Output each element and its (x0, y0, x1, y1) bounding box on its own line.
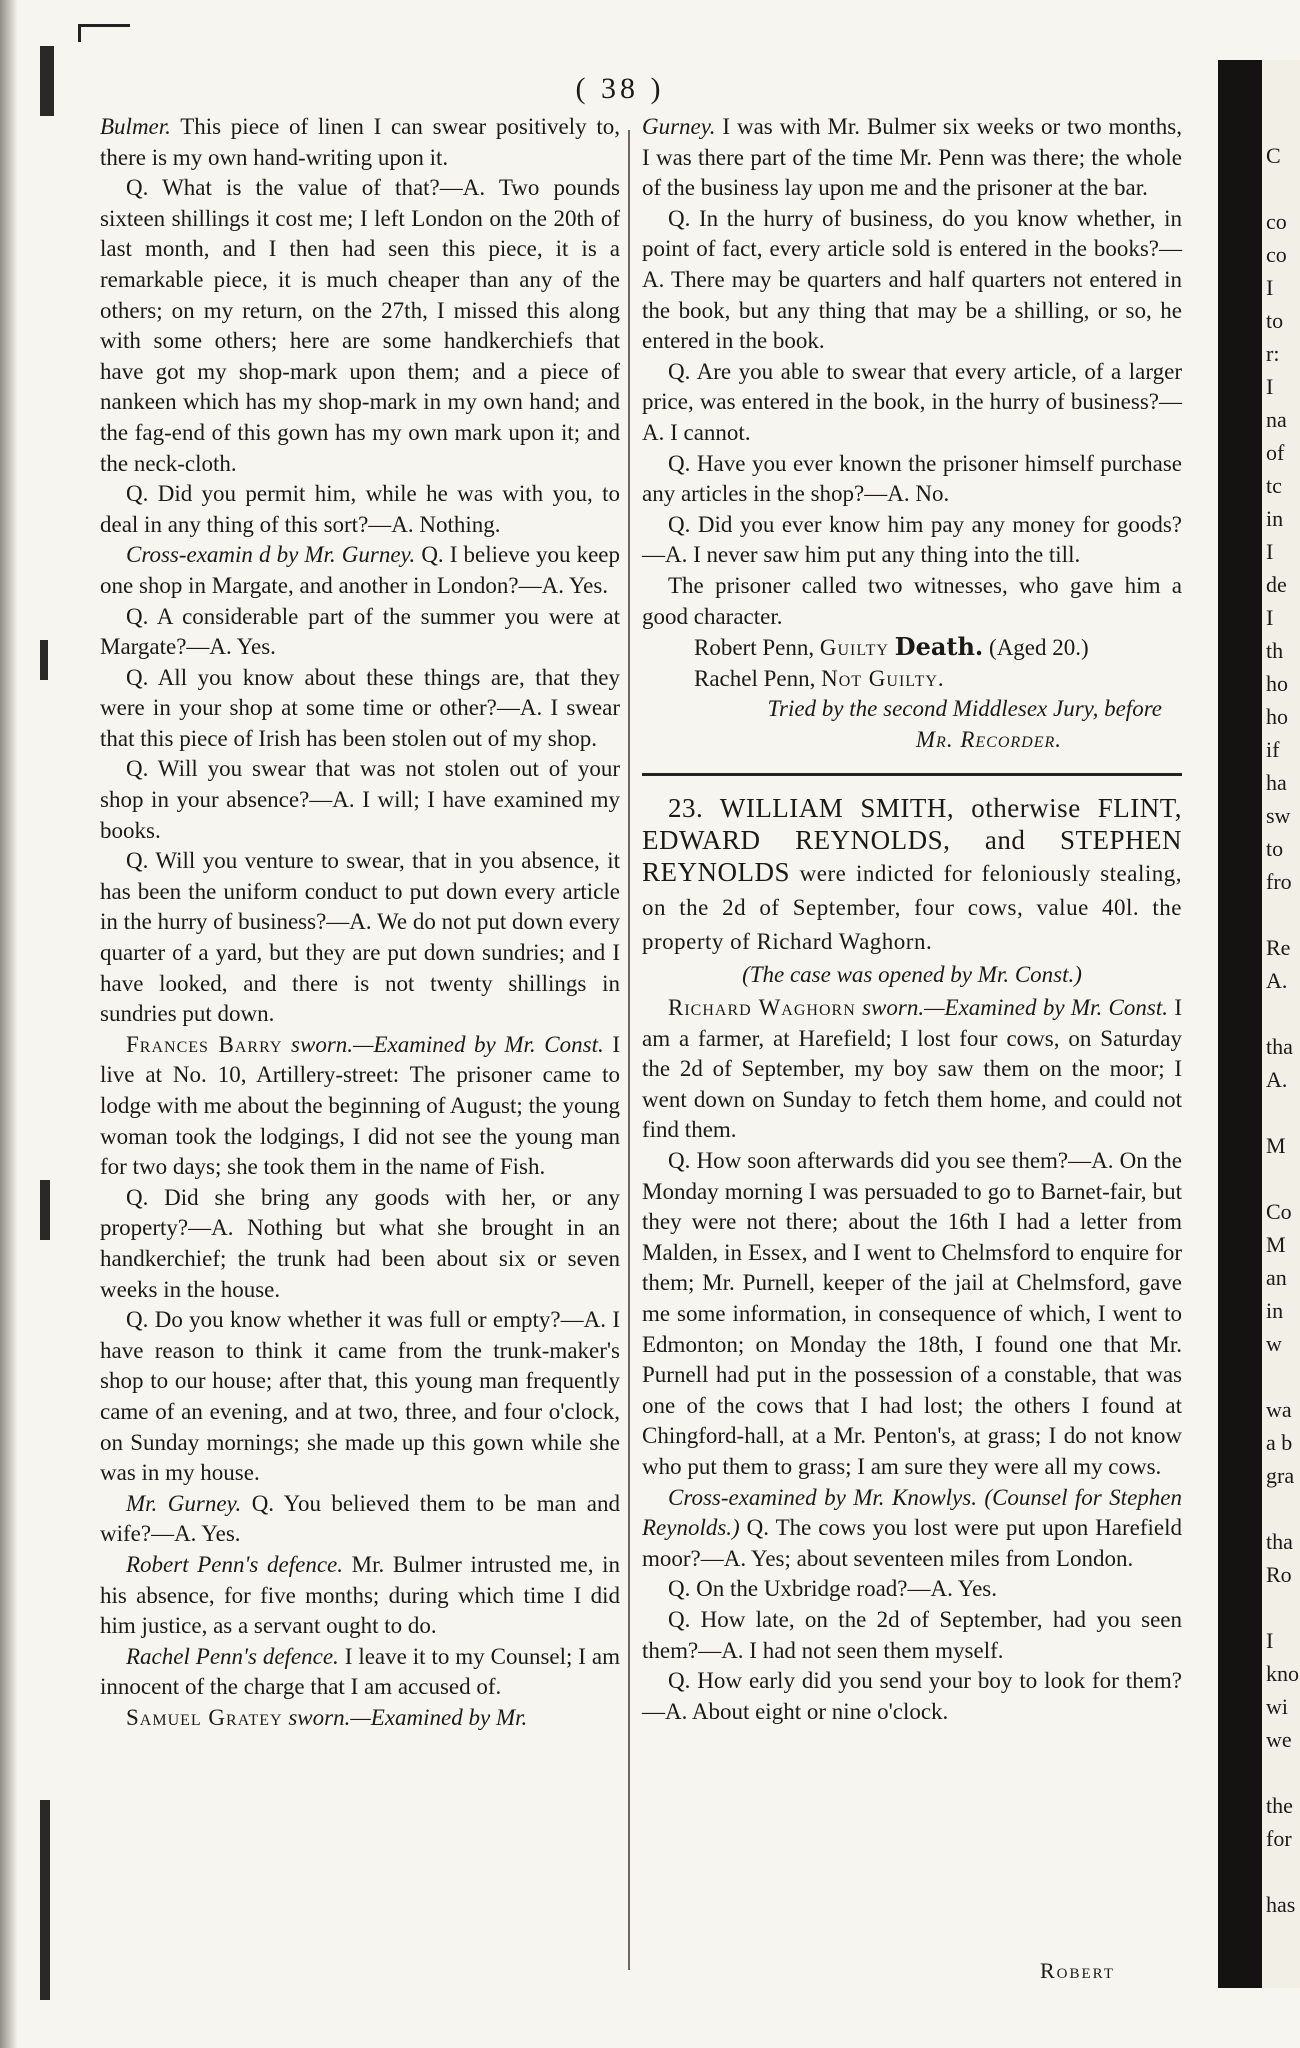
paragraph-text: Q. How late, on the 2d of September, had you seen them?—A. I had not seen them myself. (642, 1606, 1182, 1663)
paragraph-text: Q. How early did you send your boy to look for them?—A. About eight or nine o'clock. (642, 1668, 1182, 1724)
facing-page-fragment: r: (1266, 341, 1280, 366)
scan-edge-mark (40, 1800, 50, 2000)
paragraph (642, 1605, 1182, 1666)
age-note: (Aged 20.) (989, 635, 1089, 661)
facing-page-fragment: Re (1266, 935, 1291, 960)
right-column (642, 112, 1182, 1727)
scan-edge-shadow (0, 0, 18, 2048)
facing-page-fragment: fro (1266, 869, 1292, 894)
facing-page-fragment: Ro (1266, 1562, 1292, 1587)
paragraph-text: Q. How soon afterwards did you see them?—A. On the Monday morning I was persuaded to go to Barnet-fair, but they were not there; about the 16th I had a letter from Malden, in Essex, and I went to Chelmsford to enquire for them; Mr. Purnell, keeper of the jail at Chelmsford, gave me some information, in consequence of which, I went to Edmonton; on Monday the 18th, I found one that Mr. Purnell had put in the possession of a constable, that was one of the cows that I had lost; the others I found at Chingford-hall, at a Mr. Penton's, at grass; I do not know who put them to grass; I am sure they were all my cows. (642, 1148, 1182, 1479)
facing-page-fragment: na (1266, 407, 1287, 432)
paragraph (100, 112, 620, 173)
facing-page-fragment: wi (1266, 1694, 1288, 1719)
paragraph-text: Q. Have you ever known the prisoner himself purchase any articles in the shop?—A. No. (642, 450, 1182, 507)
corner-tick (78, 24, 81, 42)
facing-page-fragment: has (1266, 1892, 1296, 1917)
facing-page-fragment: I (1266, 275, 1274, 300)
paragraph (100, 479, 620, 540)
case-heading-rest: were indicted for feloniously stealing, on the 2d of September, four cows, value 40l. the property of Richard Waghorn. (642, 861, 1182, 955)
paragraph-text: Q. Did you permit him, while he was with you, to deal in any thing of this sort?—A. Nothing. (100, 481, 620, 537)
paragraph-text: Q. In the hurry of business, do you know whether, in point of fact, every article sold is entered in the books?—A. There may be quarters and half quarters not entered in the book, but any thing that may be a shilling, or so, he entered in the book. (642, 205, 1182, 354)
paragraph-text: Q. You believed them to be man and wife?—A. Yes. (100, 1490, 620, 1547)
paragraph-text: This piece of linen I can swear positively to, there is my own hand-writing upon it. (100, 114, 620, 170)
speaker-label: Bulmer. (100, 114, 171, 139)
facing-page-fragment: an (1266, 1265, 1287, 1290)
facing-page-fragment: Co (1266, 1199, 1292, 1224)
case-opened-note: (The case was opened by Mr. Const.) (742, 962, 1082, 988)
paragraph (100, 602, 620, 663)
paragraph (100, 754, 620, 846)
facing-page-fragment: A. (1266, 1067, 1288, 1092)
facing-page-fragment: tc (1266, 473, 1282, 498)
verdict-line (642, 632, 1182, 664)
facing-page-fragment: of (1266, 440, 1285, 465)
trial-line: Tried by the second Middlesex Jury, before (767, 696, 1162, 722)
right-column-testimony-b (642, 993, 1182, 1727)
paragraph-text: I was with Mr. Bulmer six weeks or two months, I was there part of the time Mr. Penn was there; the whole of the business lay upon me and the prisoner at the bar. (642, 114, 1182, 201)
facing-page-fragment: for (1266, 1826, 1292, 1851)
case-separator-rule (642, 773, 1182, 776)
facing-page-fragment: to (1266, 836, 1284, 861)
verdict-line (642, 664, 1182, 695)
paragraph (100, 173, 620, 479)
left-column (100, 112, 620, 1733)
paragraph (642, 112, 1182, 204)
defendant-name: Rachel Penn, (694, 665, 816, 691)
corner-rule (78, 24, 130, 27)
speaker-label: Cross-examined by Mr. Knowlys. (Counsel for Stephen Reynolds.) (642, 1484, 1182, 1541)
paragraph (642, 571, 1182, 632)
paragraph (100, 1030, 620, 1183)
paragraph-text: Q. Are you able to swear that every article, of a larger price, was entered in the book, in the hurry of business?—A. I cannot. (642, 358, 1182, 445)
paragraph (100, 540, 620, 601)
facing-page-fragment: kno (1266, 1661, 1299, 1686)
facing-page-fragment: w (1266, 1331, 1282, 1356)
facing-page-fragment: we (1266, 1727, 1292, 1752)
paragraph (642, 1146, 1182, 1483)
facing-page-fragment: I (1266, 539, 1274, 564)
scan-edge-mark (40, 46, 54, 116)
paragraph (642, 449, 1182, 510)
facing-page-fragment: wa (1266, 1397, 1292, 1422)
facing-page-fragment: co (1266, 242, 1287, 267)
verdict-text: Guilty (819, 635, 889, 661)
paragraph-text: I leave it to my Counsel; I am innocent of the charge that I am accused of. (100, 1643, 620, 1700)
case-heading-names: 23. WILLIAM SMITH, otherwise FLINT, EDWARD REYNOLDS, and STEPHEN REYNOLDS (642, 793, 1182, 888)
facing-page-fragment: if (1266, 737, 1280, 762)
facing-page-fragment: I (1266, 374, 1274, 399)
paragraph-text: Q. The cows you lost were put upon Harefield moor?—A. Yes; about seventeen miles from London. (642, 1515, 1182, 1571)
case-heading (642, 792, 1182, 958)
paragraph-text: The prisoner called two witnesses, who gave him a good character. (642, 572, 1182, 629)
page-number: ( 38 ) (575, 72, 665, 105)
scan-edge-mark (40, 1180, 50, 1240)
speaker-label: Gurney. (642, 114, 716, 139)
facing-page-fragment: de (1266, 572, 1287, 597)
facing-page-fragment: tha (1266, 1529, 1293, 1554)
facing-page-fragment: I (1266, 1628, 1274, 1653)
paragraph-text: Q. Will you swear that was not stolen out of your shop in your absence?—A. I will; I have examined my books. (100, 756, 620, 843)
sentence-text: Death. (894, 632, 984, 662)
facing-page-fragment: I (1266, 605, 1274, 630)
facing-page-fragment: M (1266, 1232, 1286, 1257)
paragraph-text: Mr. Bulmer intrusted me, in his absence, for five months; during which time I did him justice, as a servant ought to do. (100, 1551, 620, 1639)
facing-page-fragment: the (1266, 1793, 1293, 1818)
paragraph (100, 846, 620, 1030)
paragraph (100, 663, 620, 755)
speaker-label: Robert Penn's defence. (126, 1551, 343, 1577)
paragraph (642, 993, 1182, 1146)
speaker-label: Cross-examin d by Mr. Gurney. (126, 542, 416, 568)
paragraph-text: Q. Do you know whether it was full or empty?—A. I have reason to think it came from the trunk-maker's shop to our house; after that, this young man frequently came of an evening, and at two, three, and four o'clock, on Sunday mornings; she made up this gown while she was in my house. (100, 1307, 620, 1486)
paragraph-text: Q. Did she bring any goods with her, or any property?—A. Nothing but what she brought in an handkerchief; the trunk had been about six or seven weeks in the house. (100, 1184, 620, 1302)
facing-page-fragment: ho (1266, 704, 1288, 729)
trial-judge (642, 725, 1182, 756)
paragraph (642, 204, 1182, 357)
paragraph-text: Q. Did you ever know him pay any money for goods?—A. I never saw him put any thing into the till. (642, 511, 1182, 568)
trial-judge-text: Mr. Recorder. (915, 726, 1062, 752)
paragraph-text: Q. Will you venture to swear, that in you absence, it has been the uniform conduct to put down every article in the hurry of business?—A. We do not put down every quarter of a yard, but they are put down sundries; and I have looked, and there is not twenty shillings in sundries put down. (100, 848, 620, 1027)
facing-page-fragment: C (1266, 143, 1281, 168)
verdict-text: Not Guilty. (821, 665, 945, 691)
paragraph-text: Q. On the Uxbridge road?—A. Yes. (668, 1576, 997, 1602)
scan-edge-mark (40, 640, 48, 680)
paragraph (100, 1183, 620, 1305)
speaker-label: Mr. Gurney. (126, 1490, 242, 1516)
paragraph (642, 1574, 1182, 1605)
sworn-note: sworn.—Examined by Mr. (282, 1704, 528, 1730)
paragraph (100, 1703, 620, 1734)
right-column-testimony (642, 112, 1182, 632)
defendant-name: Robert Penn, (694, 635, 815, 661)
witness-name: Frances Barry (126, 1031, 283, 1057)
paragraph (100, 1489, 620, 1550)
facing-page-fragment: M (1266, 1133, 1286, 1158)
sworn-note: sworn.—Examined by Mr. Const. (855, 995, 1168, 1021)
verdict-block (642, 632, 1182, 694)
witness-name: Samuel Gratey (126, 1704, 283, 1730)
column-divider (628, 130, 630, 1970)
speaker-label: Rachel Penn's defence. (126, 1643, 339, 1669)
paragraph (100, 1642, 620, 1703)
facing-page-fragment: gra (1266, 1463, 1295, 1488)
paragraph-text: Q. A considerable part of the summer you were at Margate?—A. Yes. (100, 603, 620, 660)
paragraph (642, 1666, 1182, 1727)
facing-page-fragment: th (1266, 638, 1284, 663)
paragraph-text: I live at No. 10, Artillery-street: The prisoner came to lodge with me about the beginning of August; the young woman took the lodgings, I did not see the young man for two days; she took them in the name of Fish. (100, 1031, 620, 1180)
facing-page-fragment: tha (1266, 1034, 1293, 1059)
paragraph (642, 510, 1182, 571)
facing-page-fragment: A. (1266, 968, 1288, 993)
facing-page-fragment: in (1266, 1298, 1284, 1323)
sworn-note: sworn.—Examined by Mr. Const. (282, 1031, 604, 1057)
facing-page-fragment: ho (1266, 671, 1288, 696)
paragraph (642, 357, 1182, 449)
facing-page-fragment: a b (1266, 1430, 1293, 1455)
paragraph-text: I am a farmer, at Harefield; I lost four cows, on Saturday the 2d of September, my boy saw them on the moor; I went down on Sunday to fetch them home, and could not find them. (642, 995, 1182, 1143)
paragraph-text: Q. All you know about these things are, that they were in your shop at some time or other?—A. I swear that this piece of Irish has been stolen out of my shop. (100, 664, 620, 751)
catchword: Robert (1040, 1958, 1115, 1983)
facing-page-fragment: to (1266, 308, 1284, 333)
facing-page-fragment: in (1266, 506, 1284, 531)
facing-page-fragment: sw (1266, 803, 1291, 828)
witness-name: Richard Waghorn (668, 995, 856, 1021)
paragraph-text: Q. I believe you keep one shop in Margate, and another in London?—A. Yes. (100, 542, 620, 598)
paragraph (100, 1550, 620, 1642)
paragraph-text: Q. What is the value of that?—A. Two pounds sixteen shillings it cost me; I left London on the 20th of last month, and I then had seen this piece, it is a remarkable piece, it is much cheaper than any of the others; on my return, on the 27th, I missed this along with some others; here are some handkerchiefs that have got my shop-mark upon them; and a piece of nankeen which has my shop-mark in my own hand; and the fag-end of this gown has my own mark upon it; and the neck-cloth. (100, 175, 620, 476)
paragraph (642, 1483, 1182, 1575)
facing-page-fragment: co (1266, 209, 1287, 234)
paragraph (100, 1305, 620, 1489)
facing-page-fragment: ha (1266, 770, 1287, 795)
